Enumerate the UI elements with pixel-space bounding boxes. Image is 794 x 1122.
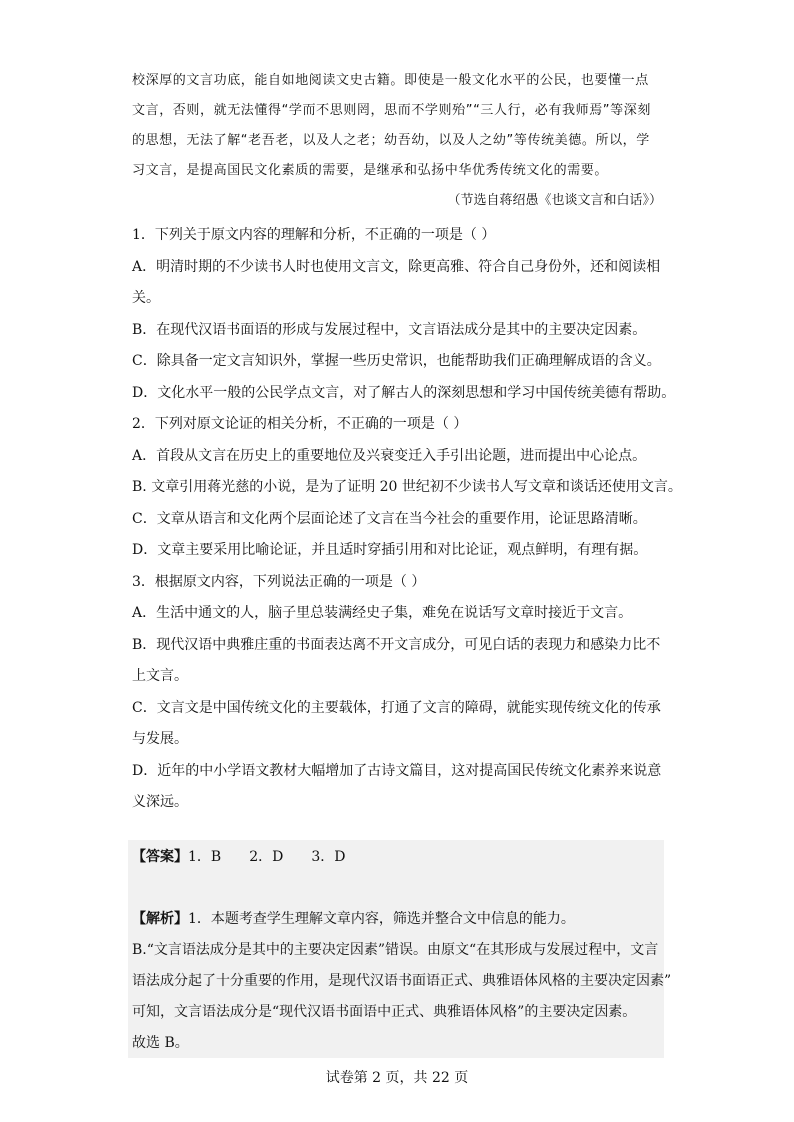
passage-source: （节选自蒋绍愚《也谈文言和白话》） bbox=[447, 193, 662, 208]
question-3-option-d: D．近年的中小学语文教材大幅增加了古诗文篇目，这对提高国民传统文化素养来说意 bbox=[132, 762, 662, 779]
question-3-option-b-cont: 上文言。 bbox=[132, 668, 188, 684]
question-3-option-c: C．文言文是中国传统文化的主要载体，打通了文言的障碍，就能实现传统文化的传承 bbox=[132, 699, 661, 716]
page-footer: 试卷第 2 页，共 22 页 bbox=[325, 1070, 469, 1086]
answer-section bbox=[128, 840, 672, 1058]
answer-item: 3．D bbox=[311, 849, 346, 865]
question-1-option-d: D．文化水平一般的公民学点文言，对了解古人的深刻思想和学习中国传统美德有帮助。 bbox=[132, 384, 676, 401]
question-1-option-c: C．除具备一定文言知识外，掌握一些历史常识，也能帮助我们正确理解成语的含义。 bbox=[132, 353, 661, 369]
answer-line bbox=[132, 844, 345, 870]
answer-item: 2．D bbox=[249, 849, 284, 865]
question-3-option-a: A．生活中通文的人，脑子里总装满经史子集，难免在说话写文章时接近于文言。 bbox=[132, 605, 633, 621]
question-1-option-b: B．在现代汉语书面语的形成与发展过程中，文言语法成分是其中的主要决定因素。 bbox=[132, 321, 647, 338]
question-3-option-b: B．现代汉语中典雅庄重的书面表达离不开文言成分，可见白话的表现力和感染力比不 bbox=[132, 636, 661, 653]
question-2-stem: 2．下列对原文论证的相关分析，不正确的一项是（ ） bbox=[132, 416, 468, 432]
analysis-text: 1．本题考查学生理解文章内容，筛选并整合文中信息的能力。 bbox=[188, 911, 575, 927]
question-3-stem: 3．根据原文内容，下列说法正确的一项是（ ） bbox=[132, 573, 426, 590]
analysis-line: 可知，文言语法成分是“现代汉语书面语中正式、典雅语体风格”的主要决定因素。 bbox=[132, 1004, 637, 1020]
passage-line: 习文言，是提高国民文化素质的需要，是继承和弘扬中华优秀传统文化的需要。 bbox=[132, 163, 609, 178]
analysis-label: 【解析】 bbox=[132, 911, 188, 927]
question-2-option-d: D．文章主要采用比喻论证，并且适时穿插引用和对比论证，观点鲜明，有理有据。 bbox=[132, 542, 648, 558]
passage-text bbox=[132, 66, 664, 186]
question-2-option-b: B. 文章引用蒋光慈的小说，是为了证明 20 世纪初不少读书人写文章和谈话还使用文言。 bbox=[132, 479, 682, 495]
question-list bbox=[132, 220, 682, 819]
question-1-option-a: A．明清时期的不少读书人时也使用文言文，除更高雅、符合自己身份外，还和阅读相 bbox=[132, 258, 661, 275]
question-2-option-a: A．首段从文言在历史上的重要地位及兴衰变迁入手引出论题，进而提出中心论点。 bbox=[132, 447, 647, 464]
passage-line: 校深厚的文言功底，能自如地阅读文史古籍。即使是一般文化水平的公民，也要懂一点 bbox=[132, 73, 649, 88]
question-3-option-d-cont: 义深远。 bbox=[132, 794, 188, 810]
question-2-option-c: C．文章从语言和文化两个层面论述了文言在当今社会的重要作用，论证思路清晰。 bbox=[132, 510, 647, 527]
question-1-option-a-cont: 关。 bbox=[132, 290, 160, 306]
question-3-option-c-cont: 与发展。 bbox=[132, 731, 188, 747]
analysis-line: B.“文言语法成分是其中的主要决定因素”错误。由原文“在其形成与发展过程中，文言 bbox=[132, 942, 659, 958]
analysis-line: 语法成分起了十分重要的作用，是现代汉语书面语正式、典雅语体风格的主要决定因素” bbox=[132, 973, 672, 989]
answer-item: 1．B bbox=[188, 849, 222, 865]
passage-line: 的思想，无法了解“老吾老，以及人之老；幼吾幼，以及人之幼”等传统美德。所以，学 bbox=[132, 133, 650, 148]
question-1-stem: 1．下列关于原文内容的理解和分析，不正确的一项是（ ） bbox=[132, 227, 496, 243]
analysis-line: 故选 B。 bbox=[132, 1035, 189, 1051]
analysis-block bbox=[132, 904, 672, 1059]
answer-label: 【答案】 bbox=[132, 849, 188, 865]
analysis-line bbox=[132, 904, 662, 935]
passage-line: 文言，否则，就无法懂得“学而不思则罔，思而不学则殆”“三人行，必有我师焉”等深刻 bbox=[132, 103, 651, 118]
